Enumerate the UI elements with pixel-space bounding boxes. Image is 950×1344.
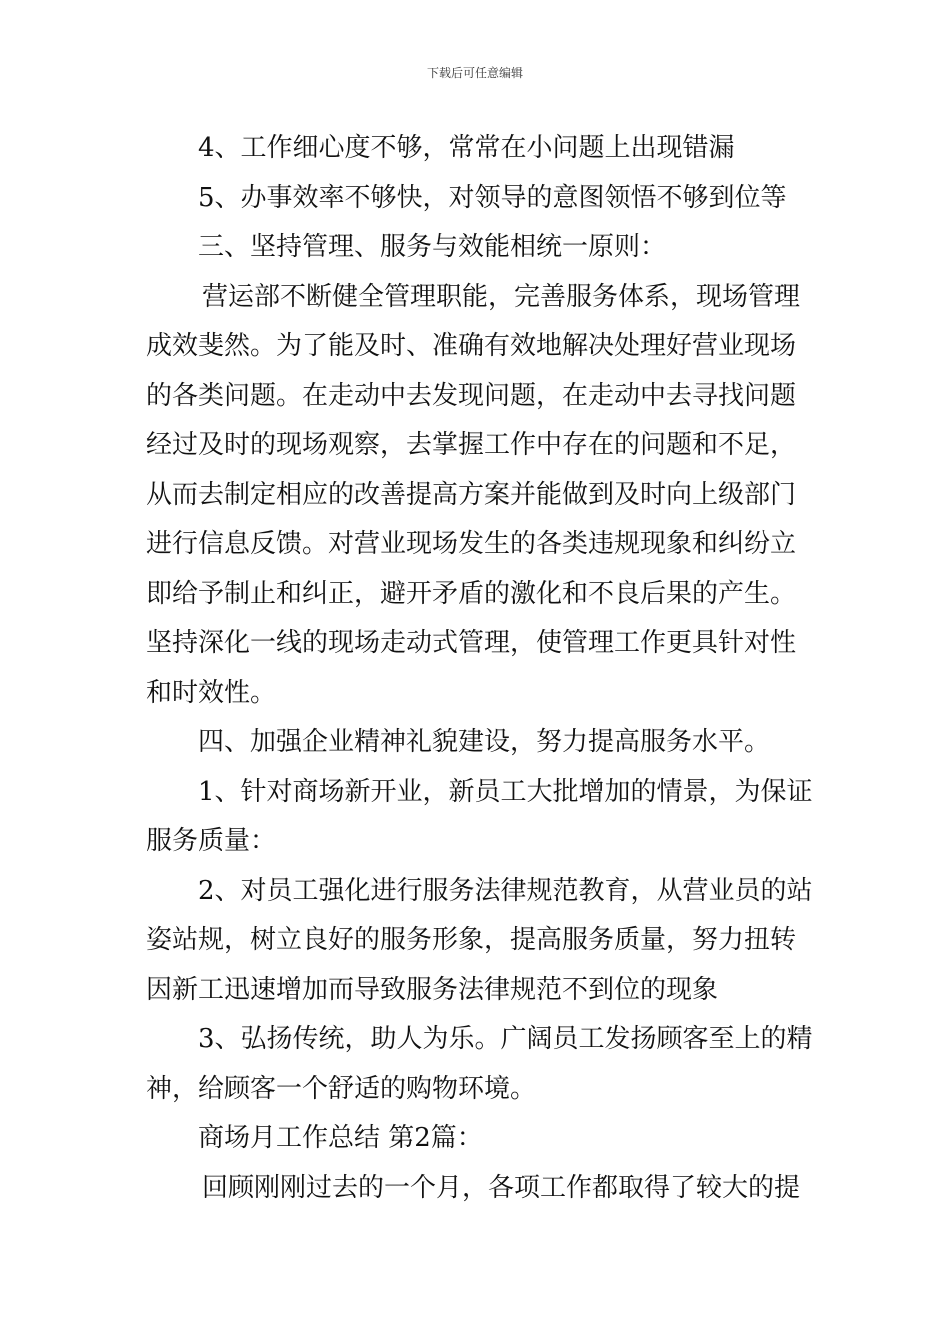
section-heading-4: 四、加强企业精神礼貌建设，努力提高服务水平。 <box>198 727 771 757</box>
paragraph-line: 姿站规，树立良好的服务形象，提高服务质量，努力扭转 <box>146 925 797 955</box>
list-item-2: 2、对员工强化进行服务法律规范教育，从营业员的站 <box>198 875 813 906</box>
page-header-note: 下载后可任意编辑 <box>426 66 523 80</box>
paragraph-line: 从而去制定相应的改善提高方案并能做到及时向上级部门 <box>146 479 797 510</box>
paragraph-line: 营运部不断健全管理职能，完善服务体系，现场管理 <box>202 281 801 312</box>
section-heading-3: 三、坚持管理、服务与效能相统一原则： <box>198 232 667 262</box>
list-item-4: 4、工作细心度不够，常常在小问题上出现错漏 <box>198 133 735 163</box>
list-item-3: 3、弘扬传统，助人为乐。广阔员工发扬顾客至上的精 <box>198 1024 813 1054</box>
list-item-1: 1、针对商场新开业，新员工大批增加的情景，为保证 <box>198 776 813 807</box>
paragraph-line: 和时效性。 <box>146 677 277 708</box>
paragraph-line: 进行信息反馈。对营业现场发生的各类违规现象和纠纷立 <box>146 529 797 559</box>
paragraph-line: 坚持深化一线的现场走动式管理，使管理工作更具针对性 <box>146 628 797 658</box>
paragraph-line: 神，给顾客一个舒适的购物环境。 <box>146 1073 537 1104</box>
paragraph-line: 回顾刚刚过去的一个月，各项工作都取得了较大的提 <box>202 1172 801 1203</box>
paragraph-line: 的各类问题。在走动中去发现问题，在走动中去寻找问题 <box>146 380 797 411</box>
paragraph-line: 因新工迅速增加而导致服务法律规范不到位的现象 <box>146 974 719 1005</box>
paragraph-line: 服务质量： <box>146 826 277 856</box>
article-title: 商场月工作总结 第2篇： <box>198 1123 483 1153</box>
paragraph-line: 即给予制止和纠正，避开矛盾的激化和不良后果的产生。 <box>146 578 797 609</box>
paragraph-line: 成效斐然。为了能及时、准确有效地解决处理好营业现场 <box>146 331 797 361</box>
document-body <box>146 124 813 1213</box>
list-item-5: 5、办事效率不够快，对领导的意图领悟不够到位等 <box>198 182 787 213</box>
paragraph-line: 经过及时的现场观察，去掌握工作中存在的问题和不足， <box>146 430 797 460</box>
